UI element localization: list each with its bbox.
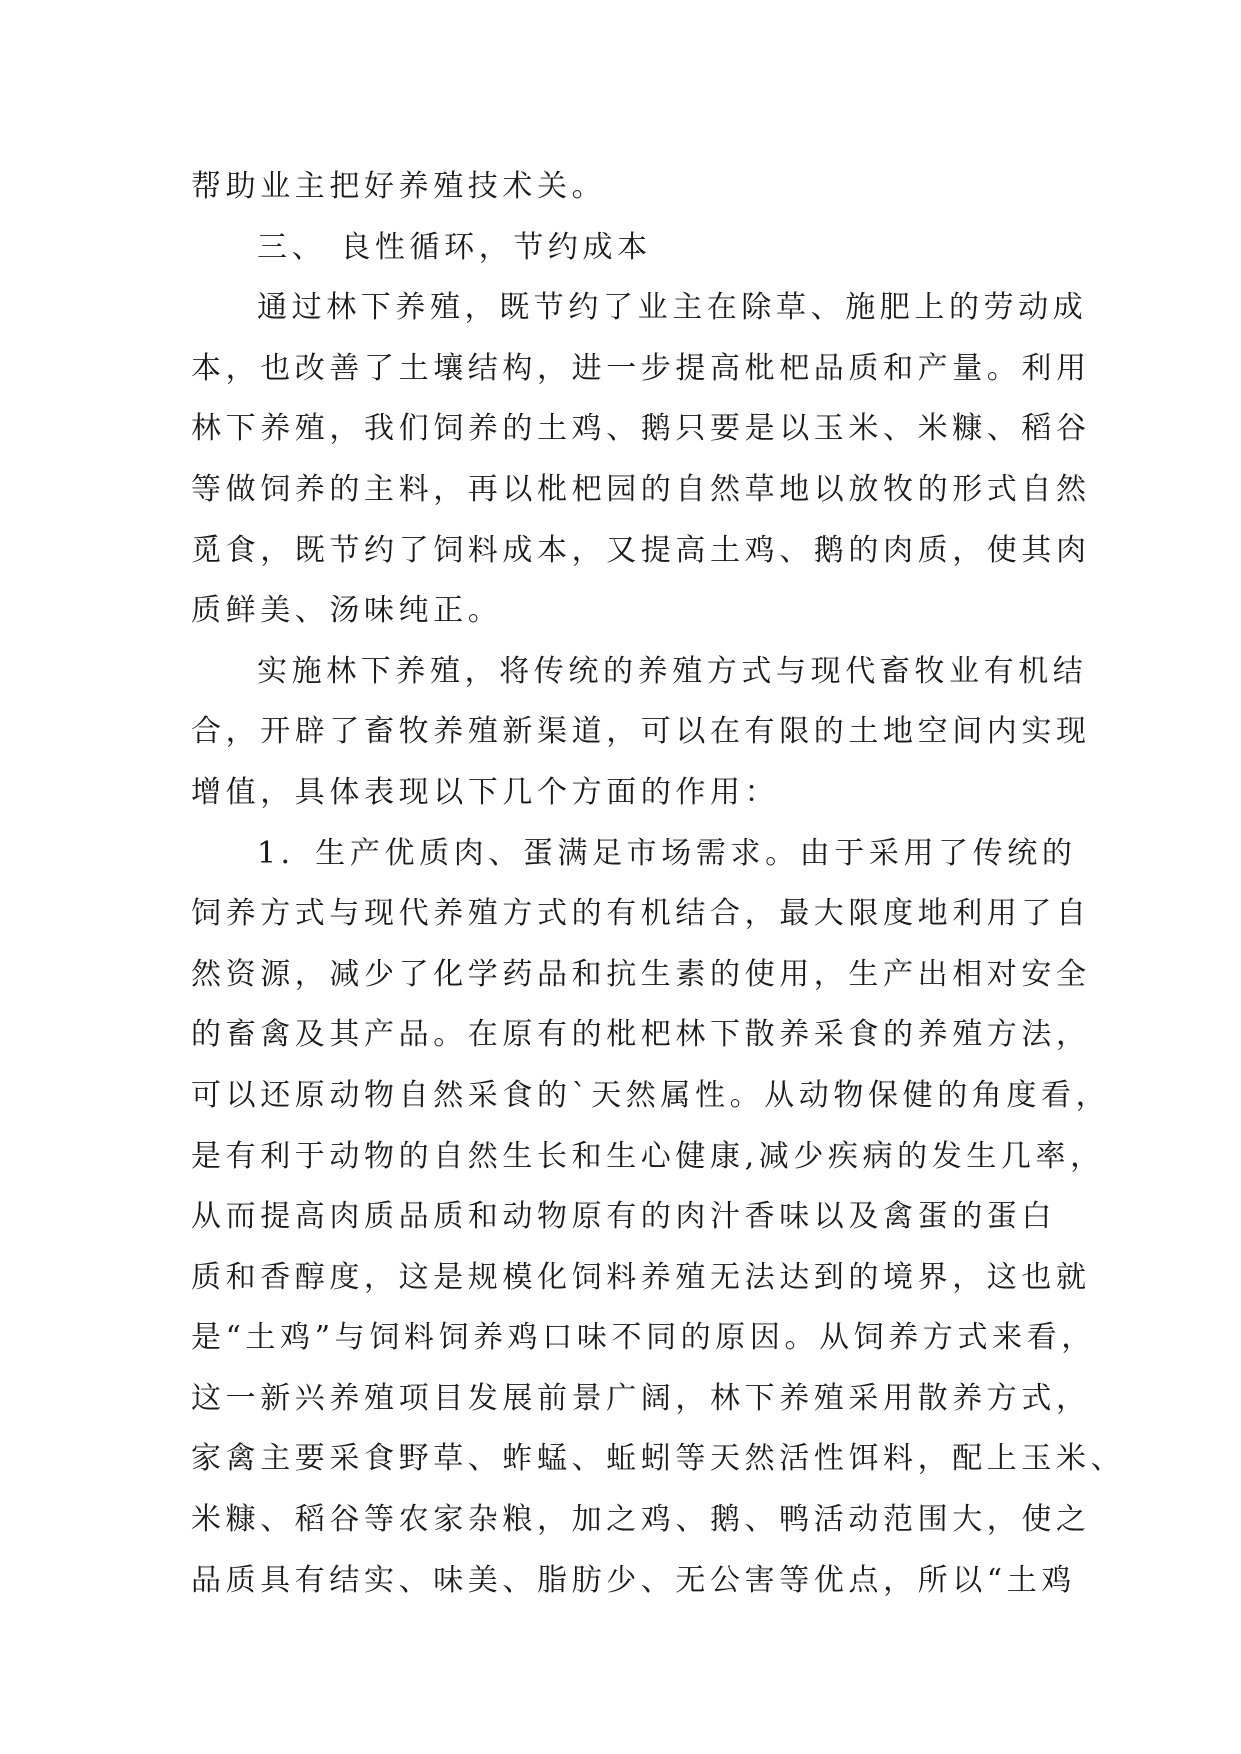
text-line: 1．生产优质肉、蛋满足市场需求。由于采用了传统的 (257, 835, 1077, 871)
text-line: 然资源，减少了化学药品和抗生素的使用，生产出相对安全 (191, 956, 1091, 992)
text-line: 帮助业主把好养殖技术关。 (191, 169, 607, 204)
text-line: 本，也改善了土壤结构，进一步提高枇杷品质和产量。利用 (191, 350, 1091, 386)
text-line: 的畜禽及其产品。在原有的枇杷林下散养采食的养殖方法， (191, 1017, 1091, 1053)
text-line: 三、 良性循环，节约成本 (257, 229, 652, 265)
text-line: 米糠、稻谷等农家杂粮，加之鸡、鹅、鸭活动范围大，使之 (191, 1502, 1091, 1538)
text-line: 通过林下养殖，既节约了业主在除草、施肥上的劳动成 (257, 290, 1088, 326)
text-line: 质和香醇度，这是规模化饲料养殖无法达到的境界，这也就 (191, 1259, 1091, 1295)
text-line: 质鲜美、汤味纯正。 (191, 593, 503, 629)
document-body (191, 157, 1126, 1611)
text-line: 等做饲养的主料，再以枇杷园的自然草地以放牧的形式自然 (191, 471, 1091, 507)
text-line: 品质具有结实、味美、脂肪少、无公害等优点，所以“土鸡 (191, 1562, 1076, 1598)
text-line: 从而提高肉质品质和动物原有的肉汁香味以及禽蛋的蛋白 (191, 1199, 1056, 1235)
text-line: 觅食，既节约了饲料成本，又提高土鸡、鹅的肉质，使其肉 (191, 532, 1091, 568)
text-line: 增值，具体表现以下几个方面的作用： (191, 774, 780, 810)
text-line: 实施林下养殖，将传统的养殖方式与现代畜牧业有机结 (257, 653, 1088, 689)
text-line: 是“土鸡”与饲料饲养鸡口味不同的原因。从饲养方式来看， (191, 1320, 1096, 1356)
text-line: 家禽主要采食野草、蚱蜢、蚯蚓等天然活性饵料，配上玉米、 (191, 1441, 1126, 1477)
text-line: 林下养殖，我们饲养的土鸡、鹅只要是以玉米、米糠、稻谷 (191, 411, 1091, 447)
text-line: 合，开辟了畜牧养殖新渠道，可以在有限的土地空间内实现 (191, 714, 1091, 750)
text-line: 这一新兴养殖项目发展前景广阔，林下养殖采用散养方式， (191, 1380, 1091, 1416)
text-line: 可以还原动物自然采食的`天然属性。从动物保健的角度看， (191, 1077, 1111, 1113)
text-line: 是有利于动物的自然生长和生心健康,减少疾病的发生几率， (191, 1138, 1105, 1174)
text-line: 饲养方式与现代养殖方式的有机结合，最大限度地利用了自 (191, 896, 1091, 932)
